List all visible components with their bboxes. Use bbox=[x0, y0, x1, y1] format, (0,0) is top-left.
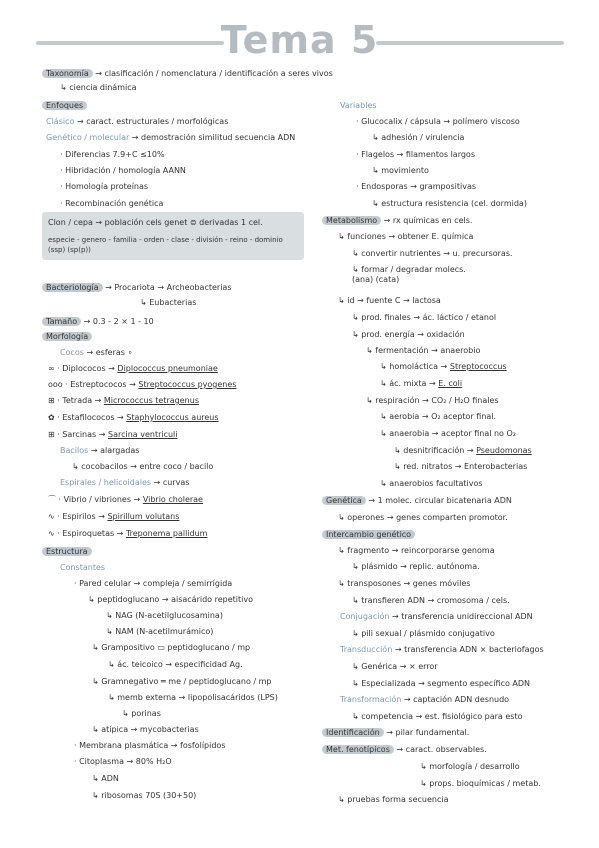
right-note-line bbox=[420, 762, 520, 772]
note-text: ↳ transposones → genes móviles bbox=[338, 579, 471, 588]
left-note-line bbox=[108, 693, 278, 703]
right-note-line bbox=[352, 313, 496, 323]
left-note-line bbox=[92, 677, 272, 687]
note-text: → 1 molec. circular bicatenaria ADN bbox=[365, 496, 512, 505]
note-text: ↳ ciencia dinámica bbox=[60, 83, 137, 92]
note-text: → curvas bbox=[151, 478, 190, 487]
note-text: ↳ morfología / desarrollo bbox=[420, 762, 520, 771]
note-text: ↳ convertir nutrientes → u. precursoras. bbox=[352, 249, 513, 258]
note-text: ↳ pruebas forma secuencia bbox=[338, 795, 449, 804]
subheading: Variables bbox=[340, 101, 377, 110]
section-heading: Taxonomía bbox=[42, 69, 93, 78]
note-text: → clasificación / nomenclatura / identificación a seres vivos bbox=[92, 69, 333, 78]
left-note-line bbox=[48, 235, 283, 245]
species-name: Staphylococcus aureus bbox=[126, 413, 219, 422]
species-name: Streptococcus pyogenes bbox=[138, 380, 237, 389]
note-text: → caract. estructurales / morfológicas bbox=[74, 117, 229, 126]
note-text: ↳ respiración → CO₂ / H₂O finales bbox=[366, 396, 499, 405]
right-note-line bbox=[366, 346, 480, 356]
subheading: Clásico bbox=[46, 117, 75, 126]
right-note-line bbox=[338, 795, 448, 805]
note-text: ↳ id → fuente C → lactosa bbox=[338, 296, 441, 305]
left-note-line bbox=[122, 709, 161, 719]
note-text: → captación ADN desnudo bbox=[401, 695, 510, 704]
note-text: ↳ red. nitratos → Enterobacterias bbox=[394, 462, 528, 471]
left-note-line bbox=[42, 332, 92, 342]
note-text: ↳ homoláctica → bbox=[380, 362, 450, 371]
subheading: Transformación bbox=[340, 695, 402, 704]
note-text: especie - genero - familia - orden - clase - división - reino - dominio bbox=[48, 236, 283, 244]
subheading: Constantes bbox=[60, 563, 106, 572]
subheading: Espirales / helicoidales bbox=[60, 478, 152, 487]
note-text: ↳ funciones → obtener E. química bbox=[338, 232, 474, 241]
left-note-line bbox=[60, 478, 189, 488]
right-note-line bbox=[322, 216, 472, 226]
note-text: → 0.3 - 2 × 1 - 10 bbox=[81, 317, 154, 326]
note-text: ↳ Especializada → segmento específico ADN bbox=[352, 679, 531, 688]
subheading: Genético / molecular bbox=[46, 133, 130, 142]
left-note-line bbox=[106, 627, 213, 637]
note-text: ↳ ribosomas 70S (30+50) bbox=[92, 791, 197, 800]
left-note-line bbox=[42, 101, 87, 111]
right-note-line bbox=[356, 117, 520, 127]
note-text: → pilar fundamental. bbox=[383, 728, 470, 737]
note-text: → rx químicas en cels. bbox=[381, 216, 473, 225]
note-text: ↳ pili sexual / plásmido conjugativo bbox=[352, 629, 495, 638]
left-note-line bbox=[46, 117, 228, 127]
species-name: Vibrio cholerae bbox=[142, 495, 203, 504]
note-text: → caract. observables. bbox=[393, 745, 487, 754]
right-note-line bbox=[338, 546, 495, 556]
left-note-line bbox=[88, 595, 253, 605]
left-note-line bbox=[140, 298, 196, 308]
left-note-line bbox=[106, 611, 223, 621]
right-note-line bbox=[322, 496, 512, 506]
left-note-line bbox=[60, 348, 132, 358]
note-text: ↳ porinas bbox=[122, 709, 161, 718]
left-note-line bbox=[48, 364, 218, 374]
note-text: Clon / cepa → población cels genet ⊜ derivadas 1 cel. bbox=[48, 218, 263, 227]
note-text: → transferencia unidireccional ADN bbox=[389, 612, 533, 621]
note-text: ⊞ · Sarcinas → bbox=[48, 430, 108, 439]
subheading: Transducción bbox=[340, 645, 393, 654]
note-text: ↳ anaerobia → aceptor final no O₂ bbox=[380, 429, 516, 438]
note-text: ∿ · Espiroquetas → bbox=[48, 529, 126, 538]
note-text: ↳ NAM (N-acetilmurámico) bbox=[106, 627, 214, 636]
note-text: ↳ formar / degradar molecs. bbox=[352, 265, 466, 274]
right-note-line bbox=[338, 579, 470, 589]
left-note-line bbox=[92, 643, 250, 653]
left-note-line bbox=[48, 413, 219, 423]
note-text: ↳ desnitrificación → bbox=[394, 446, 477, 455]
note-text: ↳ fermentación → anaerobio bbox=[366, 346, 481, 355]
right-note-line bbox=[340, 101, 377, 111]
left-note-line bbox=[60, 150, 165, 160]
note-text: ↳ Eubacterias bbox=[140, 298, 197, 307]
subheading: Conjugación bbox=[340, 612, 390, 621]
note-text: · Recombinación genética bbox=[60, 199, 164, 208]
note-text: → transferencia ADN × bacteriofagos bbox=[392, 645, 544, 654]
species-name: Sarcina ventriculi bbox=[107, 430, 178, 439]
right-note-line bbox=[380, 429, 516, 439]
right-note-line bbox=[322, 728, 469, 738]
note-text: · Citoplasma → 80% H₂O bbox=[74, 757, 172, 766]
note-text: ooo · Estreptococos → bbox=[48, 380, 139, 389]
right-note-line bbox=[356, 182, 476, 192]
note-text: ↳ peptidoglucano → aisacárido repetitivo bbox=[88, 595, 253, 604]
page-title: Tema 5 bbox=[220, 18, 379, 62]
left-note-line bbox=[74, 757, 172, 767]
note-text: ↳ operones → genes comparten promotor. bbox=[338, 513, 508, 522]
note-text: ↳ memb externa → lipopolisacáridos (LPS) bbox=[108, 693, 278, 702]
right-note-line bbox=[380, 379, 462, 389]
note-text: → alargadas bbox=[88, 446, 140, 455]
left-note-line bbox=[48, 430, 178, 440]
note-text: · Glucocalix / cápsula → polímero viscoso bbox=[356, 117, 520, 126]
left-note-line bbox=[42, 283, 231, 293]
right-note-line bbox=[338, 232, 473, 242]
note-text: ∞ · Diplococos → bbox=[48, 364, 118, 373]
note-text: ↳ prod. energía → oxidación bbox=[352, 330, 465, 339]
note-text: ↳ prod. finales → ác. láctico / etanol bbox=[352, 313, 497, 322]
left-note-line bbox=[92, 774, 119, 784]
section-heading: Metabolismo bbox=[322, 216, 381, 225]
section-heading: Bacteriología bbox=[42, 283, 103, 292]
left-note-line bbox=[42, 317, 154, 327]
right-note-line bbox=[322, 530, 415, 540]
right-note-line bbox=[352, 562, 480, 572]
left-note-line bbox=[48, 218, 263, 228]
left-note-line bbox=[48, 495, 203, 505]
section-heading: Genética bbox=[322, 496, 366, 505]
right-note-line bbox=[372, 199, 527, 209]
left-note-line bbox=[60, 182, 148, 192]
right-note-line bbox=[394, 462, 527, 472]
note-text: ↳ plásmido → replic. autónoma. bbox=[352, 562, 480, 571]
note-text: → esferas ∘ bbox=[83, 348, 133, 357]
right-note-line bbox=[352, 249, 513, 259]
right-note-line bbox=[372, 166, 429, 176]
right-note-line bbox=[380, 362, 507, 372]
note-text: → demostración similitud secuencia ADN bbox=[129, 133, 296, 142]
right-note-line bbox=[420, 779, 541, 789]
section-heading: Estructura bbox=[42, 547, 92, 556]
left-note-line bbox=[60, 83, 137, 93]
note-text: ⊞ · Tetrada → bbox=[48, 396, 104, 405]
right-note-line bbox=[380, 479, 483, 489]
section-heading: Tamaño bbox=[42, 317, 81, 326]
left-note-line bbox=[60, 166, 186, 176]
right-note-line bbox=[352, 265, 466, 275]
right-note-line bbox=[340, 645, 544, 655]
left-note-line bbox=[48, 529, 207, 539]
left-note-line bbox=[48, 512, 179, 522]
note-text: ↳ Grampositivo ▭ peptidoglucano / mp bbox=[92, 643, 251, 652]
note-text: ↳ ác. teicoico → especificidad Ag. bbox=[108, 660, 243, 669]
right-note-line bbox=[322, 745, 487, 755]
note-text: ↳ transfieren ADN → cromosoma / cels. bbox=[352, 596, 510, 605]
right-note-line bbox=[352, 679, 530, 689]
right-note-line bbox=[356, 150, 475, 160]
note-text: · Flagelos → filamentos largos bbox=[356, 150, 475, 159]
note-text: ↳ atípica → mycobacterias bbox=[92, 725, 199, 734]
note-text: ↳ estructura resistencia (cel. dormida) bbox=[372, 199, 527, 208]
species-name: Streptococcus bbox=[449, 362, 507, 371]
note-text: ↳ cocobacilos → entre coco / bacilo bbox=[72, 462, 214, 471]
right-note-line bbox=[338, 513, 508, 523]
left-note-line bbox=[42, 69, 333, 79]
right-note-line bbox=[338, 296, 441, 306]
note-text: → Procariota → Archeobacterias bbox=[102, 283, 232, 292]
species-name: Spirillum volutans bbox=[107, 512, 180, 521]
section-heading: Morfología bbox=[42, 332, 92, 341]
right-note-line bbox=[352, 330, 465, 340]
right-note-line bbox=[372, 133, 464, 143]
left-note-line bbox=[48, 380, 236, 390]
subheading: Cocos bbox=[60, 348, 84, 357]
section-heading: Enfoques bbox=[42, 101, 87, 110]
left-note-line bbox=[74, 579, 232, 589]
note-text: · Diferencias 7.9+C ≤10% bbox=[60, 150, 165, 159]
note-text: ✿ · Estafilococos → bbox=[48, 413, 127, 422]
note-text: · Membrana plasmática → fosfolípidos bbox=[74, 741, 226, 750]
left-note-line bbox=[46, 133, 295, 143]
species-name: E. coli bbox=[438, 379, 463, 388]
right-note-line bbox=[366, 396, 499, 406]
note-text: ↳ adhesión / virulencia bbox=[372, 133, 465, 142]
right-note-line bbox=[352, 629, 495, 639]
note-text: · Endosporas → grampositivas bbox=[356, 182, 477, 191]
subheading: Bacilos bbox=[60, 446, 89, 455]
section-heading: Intercambio genético bbox=[322, 530, 415, 539]
note-text: ↳ ADN bbox=[92, 774, 119, 783]
section-heading: Identificación bbox=[322, 728, 384, 737]
left-note-line bbox=[74, 741, 225, 751]
note-text: (ssp) (sp(p)) bbox=[48, 246, 91, 254]
note-text: ↳ Genérica → × error bbox=[352, 662, 438, 671]
right-note-line bbox=[340, 695, 509, 705]
left-note-line bbox=[108, 660, 243, 670]
left-note-line bbox=[92, 791, 196, 801]
note-text: · Pared celular → compleja / semirrígida bbox=[74, 579, 233, 588]
species-name: Treponema pallidum bbox=[125, 529, 208, 538]
left-note-line bbox=[48, 396, 199, 406]
left-note-line bbox=[72, 462, 213, 472]
right-note-line bbox=[352, 712, 523, 722]
left-note-line bbox=[60, 446, 139, 456]
section-heading: Met. fenotípicos bbox=[322, 745, 394, 754]
note-text: ↳ movimiento bbox=[372, 166, 429, 175]
left-note-line bbox=[42, 547, 92, 557]
species-name: Micrococcus tetragenus bbox=[103, 396, 199, 405]
note-text: ↳ fragmento → reincorporarse genoma bbox=[338, 546, 495, 555]
species-name: Pseudomonas bbox=[476, 446, 532, 455]
note-text: ↳ Gramnegativo ═ me / peptidoglucano / mp bbox=[92, 677, 272, 686]
note-text: ↳ props. bioquímicas / metab. bbox=[420, 779, 541, 788]
left-note-line bbox=[60, 563, 105, 573]
species-name: Diplococcus pneumoniae bbox=[117, 364, 218, 373]
right-note-line bbox=[352, 275, 399, 285]
note-text: ↳ ác. mixta → bbox=[380, 379, 439, 388]
note-text: ∿ · Espirilos → bbox=[48, 512, 108, 521]
right-note-line bbox=[380, 412, 496, 422]
right-note-line bbox=[352, 596, 510, 606]
note-text: ↳ aerobia → O₂ aceptor final. bbox=[380, 412, 497, 421]
left-note-line bbox=[60, 199, 163, 209]
note-text: ↳ anaerobios facultativos bbox=[380, 479, 483, 488]
right-note-line bbox=[352, 662, 438, 672]
right-note-line bbox=[340, 612, 533, 622]
note-text: ⌒ · Vibrio / vibriones → bbox=[48, 495, 143, 504]
right-note-line bbox=[394, 446, 532, 456]
left-note-line bbox=[48, 245, 91, 255]
note-text: ↳ competencia → est. fisiológico para esto bbox=[352, 712, 523, 721]
note-text: · Hibridación / homología AANN bbox=[60, 166, 186, 175]
note-text: ↳ NAG (N-acetilglucosamina) bbox=[106, 611, 223, 620]
note-text: · Homología proteínas bbox=[60, 182, 149, 191]
note-text: (ana) (cata) bbox=[352, 275, 400, 284]
left-note-line bbox=[92, 725, 199, 735]
